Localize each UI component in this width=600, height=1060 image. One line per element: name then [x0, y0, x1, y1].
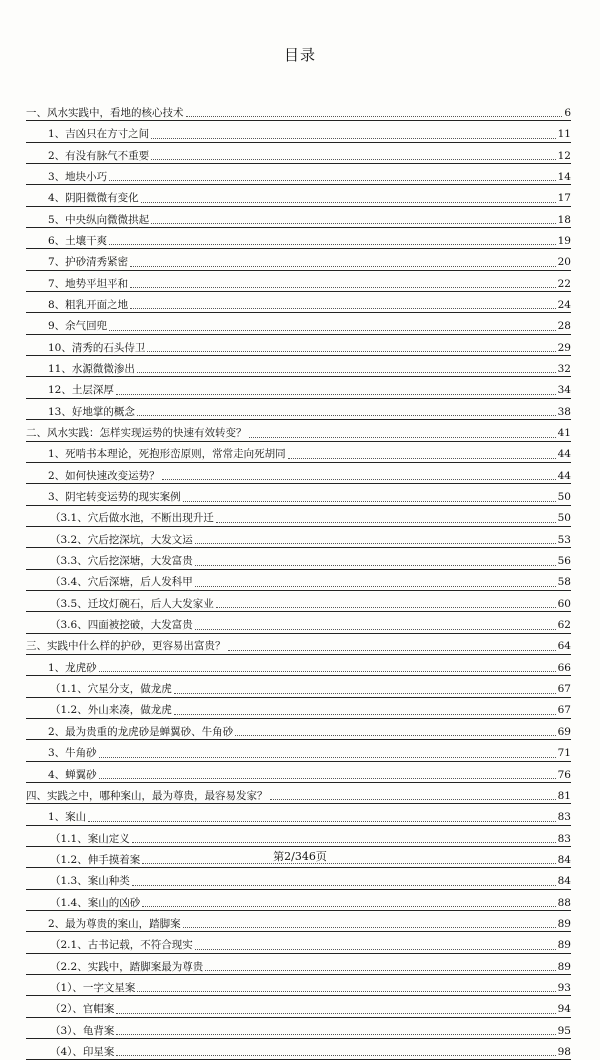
toc-entry-page: 28: [557, 320, 571, 333]
toc-entry-label: （1.1、穴星分支，做龙虎: [50, 683, 172, 696]
toc-entry-page: 34: [557, 384, 571, 397]
dot-leader: [249, 437, 556, 438]
toc-entry-page: 24: [557, 298, 571, 311]
toc-entry-label: 3、地块小巧: [48, 170, 108, 183]
toc-entry-page: 71: [557, 747, 571, 760]
toc-entry[interactable]: [26, 164, 571, 185]
dot-leader: [99, 757, 556, 758]
toc-entry-page: 83: [557, 811, 571, 824]
toc-entry-label: （1.4、案山的凶砂: [50, 896, 141, 909]
toc-entry-page: 20: [557, 256, 571, 269]
toc-entry-page: 58: [557, 576, 571, 589]
dot-leader: [216, 522, 556, 523]
toc-entry-page: 89: [557, 939, 571, 952]
dot-leader: [141, 202, 556, 203]
dot-leader: [195, 586, 556, 587]
toc-entry[interactable]: [26, 399, 571, 420]
dot-leader: [216, 607, 556, 608]
toc-entry[interactable]: [26, 506, 571, 527]
toc-entry-page: 83: [557, 832, 571, 845]
toc-entry-page: 50: [557, 491, 571, 504]
toc-entry[interactable]: [26, 570, 571, 591]
toc-entry-label: （1.2、伸手摸着案: [50, 853, 141, 866]
toc-entry-label: 一、风水实践中，看地的核心技术: [26, 106, 184, 119]
toc-entry-page: 81: [557, 789, 571, 802]
toc-entry-label: 4、蝉翼砂: [48, 768, 97, 781]
toc-entry-label: （1.3、案山种类: [50, 875, 130, 888]
toc-entry-label: 6、土壤干爽: [48, 234, 108, 247]
dot-leader: [88, 821, 555, 822]
toc-entry-page: 62: [557, 619, 571, 632]
toc-entry[interactable]: [26, 655, 571, 676]
dot-leader: [205, 970, 555, 971]
toc-entry-label: 9、余气回兜: [48, 320, 108, 333]
toc-entry[interactable]: [26, 121, 571, 142]
toc-entry-label: 1、龙虎砂: [48, 661, 97, 674]
dot-leader: [109, 244, 555, 245]
toc-entry[interactable]: [26, 207, 571, 228]
toc-entry-page: 22: [557, 277, 571, 290]
toc-entry[interactable]: [26, 975, 571, 996]
toc-entry[interactable]: [26, 143, 571, 164]
toc-entry-page: 84: [557, 875, 571, 888]
dot-leader: [116, 1034, 555, 1035]
toc-entry[interactable]: [26, 612, 571, 633]
dot-leader: [151, 159, 555, 160]
dot-leader: [162, 479, 556, 480]
toc-entry-label: （3.1、穴后做水池，不断出现升迁: [50, 512, 214, 525]
toc-entry-page: 56: [557, 555, 571, 568]
toc-entry[interactable]: [26, 719, 571, 740]
toc-entry[interactable]: [26, 356, 571, 377]
dot-leader: [270, 799, 556, 800]
toc-entry[interactable]: [26, 762, 571, 783]
toc-entry-page: 14: [557, 170, 571, 183]
dot-leader: [186, 116, 563, 117]
toc-entry[interactable]: [26, 185, 571, 206]
toc-entry[interactable]: [26, 271, 571, 292]
toc-entry[interactable]: [26, 826, 571, 847]
toc-entry-page: 98: [557, 1045, 571, 1058]
dot-leader: [142, 906, 555, 907]
toc-entry[interactable]: [26, 932, 571, 953]
toc-entry-page: 67: [557, 683, 571, 696]
toc-entry-label: 2、最为贵重的龙虎砂是蝉翼砂、牛角砂: [48, 725, 234, 738]
toc-entry[interactable]: [26, 911, 571, 932]
toc-entry[interactable]: [26, 420, 571, 441]
toc-entry-page: 93: [557, 981, 571, 994]
toc-entry[interactable]: [26, 1039, 571, 1060]
dot-leader: [174, 693, 556, 694]
toc-entry-label: 1、死啃书本理论，死抱形峦原则，常常走向死胡同: [48, 448, 286, 461]
toc-entry-page: 89: [557, 960, 571, 973]
toc-entry[interactable]: [26, 377, 571, 398]
toc-entry-label: 2、最为尊贵的案山，踏脚案: [48, 917, 181, 930]
dot-leader: [116, 1055, 555, 1056]
dot-leader: [195, 949, 556, 950]
toc-entry-label: （2）、官帽案: [50, 1003, 115, 1016]
toc-entry-label: 12、土层深厚: [48, 384, 114, 397]
toc-entry[interactable]: [26, 335, 571, 356]
toc-entry-label: （3.5、迁坟灯碗石，后人大发家业: [50, 597, 214, 610]
toc-entry-page: 12: [557, 149, 571, 162]
toc-entry[interactable]: [26, 228, 571, 249]
toc-entry-label: （3.2、穴后挖深坑，大发文运: [50, 533, 193, 546]
toc-entry-page: 66: [557, 661, 571, 674]
toc-entry-page: 50: [557, 512, 571, 525]
toc-entry-page: 18: [557, 213, 571, 226]
toc-entry-label: 1、吉凶只在方寸之间: [48, 128, 150, 141]
toc-entry[interactable]: [26, 676, 571, 697]
toc-entry-page: 60: [557, 597, 571, 610]
dot-leader: [151, 223, 555, 224]
toc-entry-page: 84: [557, 853, 571, 866]
toc-entry-page: 41: [557, 427, 571, 439]
dot-leader: [195, 543, 556, 544]
toc-entry-label: （2.1、古书记载，不符合现实: [50, 939, 193, 952]
dot-leader: [109, 180, 555, 181]
toc-entry[interactable]: [26, 996, 571, 1017]
toc-entry-label: （1）、一字文星案: [50, 981, 136, 994]
toc-entry-label: （3.3、穴后挖深塘，大发富贵: [50, 555, 193, 568]
toc-entry[interactable]: [26, 634, 571, 655]
toc-entry-label: 2、如何快速改变运势？: [48, 469, 160, 482]
toc-entry-page: 88: [557, 896, 571, 909]
dot-leader: [137, 991, 555, 992]
page-number-footer: 第2/346页: [273, 850, 327, 863]
toc-entry-page: 67: [557, 704, 571, 717]
dot-leader: [228, 650, 556, 651]
toc-entry-label: （3）、龟背案: [50, 1024, 115, 1037]
toc-entry[interactable]: [26, 249, 571, 270]
dot-leader: [195, 565, 556, 566]
toc-entry-page: 6: [564, 106, 571, 119]
toc-entry-page: 89: [557, 917, 571, 930]
toc-entry[interactable]: [26, 548, 571, 569]
toc-entry[interactable]: [26, 740, 571, 761]
toc-entry-label: 7、护砂清秀紧密: [48, 256, 129, 269]
toc-entry-label: 三、实践中什么样的护砂，更容易出富贵？: [26, 640, 226, 653]
toc-entry-label: 二、风水实践：怎样实现运势的快速有效转变？: [26, 427, 247, 439]
toc-entry-label: 8、粗乳开面之地: [48, 298, 129, 311]
toc-entry-page: 32: [557, 362, 571, 375]
toc-entry-label: 13、好地掌的概念: [48, 405, 135, 418]
toc-entry-page: 94: [557, 1003, 571, 1016]
toc-entry-page: 44: [557, 469, 571, 482]
dot-leader: [195, 629, 556, 630]
toc-entry-label: 11、水源微微渗出: [48, 362, 135, 375]
dot-leader: [174, 714, 556, 715]
toc-entry-label: 3、牛角砂: [48, 747, 97, 760]
toc-entry-page: 19: [557, 234, 571, 247]
toc-entry-label: （2.2、实践中，踏脚案最为尊贵: [50, 960, 204, 973]
dot-leader: [137, 372, 556, 373]
toc-entry[interactable]: [26, 313, 571, 334]
dot-leader: [147, 351, 555, 352]
toc-entry-page: 76: [557, 768, 571, 781]
toc-entry[interactable]: [26, 804, 571, 825]
toc-entry-label: 四、实践之中，哪种案山，最为尊贵，最容易发家？: [26, 789, 268, 802]
toc-entry-page: 64: [557, 640, 571, 653]
dot-leader: [288, 458, 556, 459]
toc-entry-page: 17: [557, 192, 571, 205]
toc-entry[interactable]: [26, 1018, 571, 1039]
dot-leader: [183, 501, 556, 502]
toc-entry[interactable]: [26, 783, 571, 804]
toc-entry[interactable]: [26, 698, 571, 719]
dot-leader: [183, 927, 556, 928]
toc-entry[interactable]: [26, 442, 571, 463]
dot-leader: [151, 138, 555, 139]
dot-leader: [116, 1013, 555, 1014]
toc-entry[interactable]: [26, 868, 571, 889]
dot-leader: [137, 415, 556, 416]
dot-leader: [99, 671, 556, 672]
toc-entry[interactable]: [26, 100, 571, 121]
toc-entry-label: （4）、印星案: [50, 1045, 115, 1058]
dot-leader: [130, 308, 555, 309]
toc-entry-page: 95: [557, 1024, 571, 1037]
toc-entry-label: （1.2、外山来凑，做龙虎: [50, 704, 172, 717]
dot-leader: [132, 885, 556, 886]
dot-leader: [130, 287, 555, 288]
toc-entry-page: 69: [557, 725, 571, 738]
toc-entry-label: （3.6、四面被挖破，大发富贵: [50, 619, 193, 632]
toc-entry[interactable]: [26, 484, 571, 505]
toc-entry-page: 44: [557, 448, 571, 461]
toc-entry-label: 4、阴阳微微有变化: [48, 192, 139, 205]
table-of-contents: [26, 100, 571, 1060]
toc-entry-label: 2、有没有脉气不重要: [48, 149, 150, 162]
page-title: 目录: [283, 46, 316, 64]
toc-entry[interactable]: [26, 591, 571, 612]
toc-entry-label: （1.1、案山定义: [50, 832, 130, 845]
toc-entry[interactable]: [26, 527, 571, 548]
dot-leader: [235, 735, 555, 736]
toc-entry-label: 1、案山: [48, 811, 87, 824]
dot-leader: [130, 266, 555, 267]
toc-entry[interactable]: [26, 890, 571, 911]
toc-entry[interactable]: [26, 292, 571, 313]
toc-entry-label: 7、地势平坦平和: [48, 277, 129, 290]
toc-entry-label: 3、阴宅转变运势的现实案例: [48, 491, 181, 504]
toc-entry-label: （3.4、穴后深塘，后人发科甲: [50, 576, 193, 589]
toc-entry-page: 53: [557, 533, 571, 546]
toc-entry-label: 5、中央纵向微微拱起: [48, 213, 150, 226]
toc-entry-page: 38: [557, 405, 571, 418]
dot-leader: [99, 778, 556, 779]
toc-entry-page: 11: [557, 128, 571, 141]
dot-leader: [116, 394, 556, 395]
toc-entry-page: 29: [557, 341, 571, 354]
toc-entry[interactable]: [26, 463, 571, 484]
toc-entry[interactable]: [26, 954, 571, 975]
dot-leader: [109, 330, 555, 331]
toc-entry-label: 10、清秀的石头侍卫: [48, 341, 146, 354]
dot-leader: [132, 842, 556, 843]
